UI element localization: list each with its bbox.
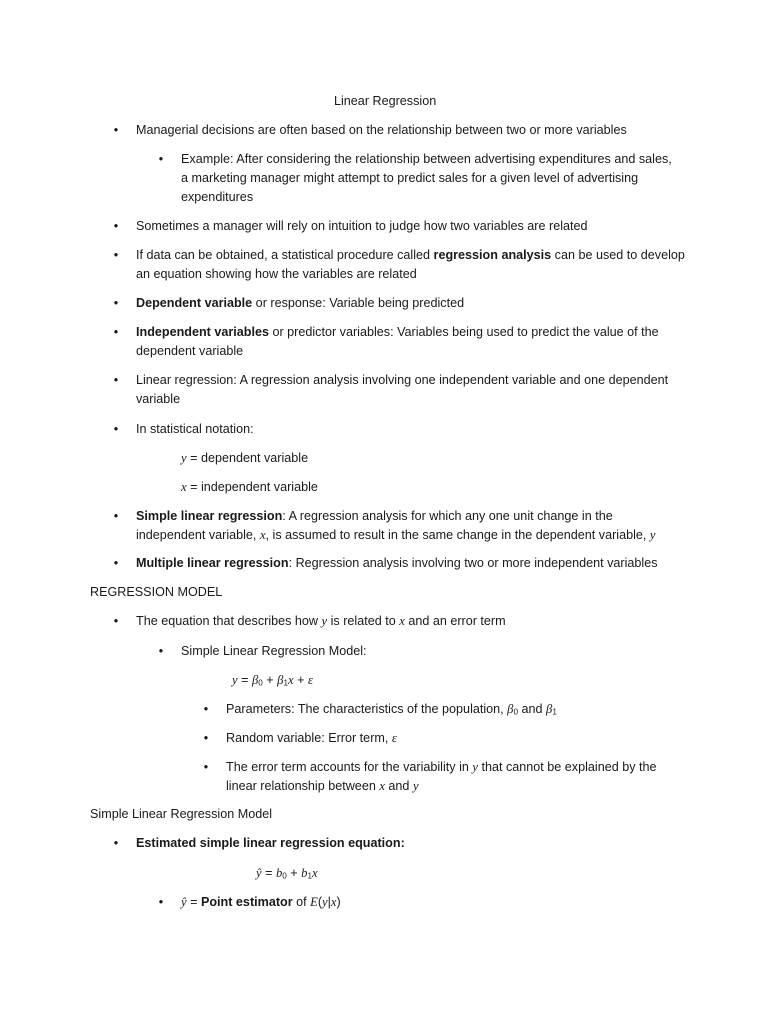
- simple-line-2: [136, 526, 655, 545]
- bullet-random-variable: [226, 729, 397, 748]
- page-title: Linear Regression: [334, 94, 437, 108]
- bullet-independent-variables: [136, 323, 659, 342]
- symbol-y: y: [181, 451, 187, 465]
- text-span: linear relationship between: [226, 779, 380, 793]
- subscript: 0: [258, 678, 263, 688]
- symbol-x: x: [312, 866, 318, 880]
- text-span: , is assumed to result in the same change in the dependent variable,: [265, 528, 650, 542]
- bullet-linear-regression: Linear regression: A regression analysis involving one independent variable and one dependent: [136, 373, 669, 387]
- symbol-beta: β: [277, 673, 284, 687]
- symbol-y: y: [321, 614, 328, 628]
- term-simple-linear-regression: Simple linear regression: [136, 509, 283, 523]
- bullet-marker: •: [113, 614, 119, 628]
- bullet-multiple-linear-regression: [136, 554, 658, 573]
- bullet-intuition: Sometimes a manager will rely on intuition to judge how two variables are related: [136, 219, 588, 233]
- bullet-marker: •: [203, 760, 209, 774]
- symbol-b: b: [301, 866, 308, 880]
- subscript: 1: [283, 678, 288, 688]
- bullet-marker: •: [113, 509, 119, 523]
- text-span: : Regression analysis involving two or more independent variables: [288, 556, 658, 570]
- symbol-beta: β: [251, 673, 259, 687]
- text-span: or predictor variables: Variables being used to predict the value of the: [268, 325, 659, 339]
- symbol-y-hat: ŷ: [256, 866, 262, 880]
- open-paren: (: [317, 895, 323, 909]
- symbol-x: x: [379, 779, 385, 793]
- bullet-marker: •: [113, 296, 119, 310]
- regression-line-2: an equation showing how the variables are related: [136, 267, 417, 281]
- bullet-marker: •: [158, 152, 164, 166]
- text-span: The error term accounts for the variability in: [226, 760, 473, 774]
- plus-sign: +: [262, 673, 278, 687]
- example-line-3: expenditures: [181, 190, 254, 204]
- bullet-marker: •: [203, 702, 209, 716]
- text-span: = dependent variable: [186, 451, 309, 465]
- symbol-epsilon: ε: [391, 731, 397, 745]
- text-span: The equation that describes how: [136, 614, 322, 628]
- text-span: Random variable: Error term,: [226, 731, 392, 745]
- notation-y: [181, 449, 308, 468]
- linear-line-2: variable: [136, 392, 181, 406]
- term-point-estimator: Point estimator: [200, 895, 293, 909]
- text-span: can be used to develop: [551, 248, 685, 262]
- text-span: : A regression analysis for which any one unit change in the: [282, 509, 613, 523]
- text-span: and: [518, 702, 547, 716]
- bullet-marker: •: [158, 644, 164, 658]
- subscript: 1: [552, 707, 557, 717]
- symbol-y: y: [232, 673, 238, 687]
- text-span: of: [292, 895, 311, 909]
- bullet-regression-analysis: [136, 246, 685, 265]
- bullet-marker: •: [203, 731, 209, 745]
- symbol-epsilon: ε: [307, 673, 313, 687]
- text-span: If data can be obtained, a statistical procedure called: [136, 248, 434, 262]
- symbol-beta: β: [546, 702, 553, 716]
- term-dependent-variable: Dependent variable: [136, 296, 253, 310]
- symbol-expectation: E: [310, 895, 318, 909]
- symbol-b: b: [275, 866, 283, 880]
- bullet-marker: •: [113, 422, 119, 436]
- symbol-x: x: [330, 895, 337, 909]
- independent-line-2: dependent variable: [136, 344, 244, 358]
- example-line-2: a marketing manager might attempt to predict sales for a given level of advertising: [181, 171, 639, 185]
- term-regression-analysis: regression analysis: [433, 248, 552, 262]
- plus-sign: +: [293, 673, 308, 687]
- bullet-error-term: [226, 758, 657, 777]
- symbol-y: y: [322, 895, 328, 909]
- equals-sign: =: [261, 866, 276, 880]
- bullet-simple-linear-regression: [136, 507, 613, 526]
- bullet-marker: •: [113, 556, 119, 570]
- symbol-x: x: [181, 480, 187, 494]
- model-equation: [232, 671, 313, 690]
- text-span: independent variable,: [136, 528, 260, 542]
- symbol-y-hat: ŷ: [181, 895, 187, 909]
- bullet-marker: •: [113, 325, 119, 339]
- term-estimated-equation: Estimated simple linear regression equation: [136, 836, 401, 850]
- bullet-point-estimator: [181, 893, 341, 912]
- text-span: that cannot be explained by the: [477, 760, 657, 774]
- symbol-y: y: [472, 760, 478, 774]
- bullet-notation: In statistical notation:: [136, 422, 254, 436]
- symbol-x: x: [259, 528, 266, 542]
- subscript: 0: [513, 707, 519, 717]
- bullet-dependent-variable: [136, 294, 464, 313]
- text-span: and: [384, 779, 413, 793]
- text-span: Parameters: The characteristics of the population,: [226, 702, 508, 716]
- bullet-slrm-label: Simple Linear Regression Model:: [181, 644, 367, 658]
- bullet-parameters: [226, 700, 557, 719]
- bullet-marker: •: [113, 373, 119, 387]
- subscript: 0: [282, 871, 287, 881]
- bullet-equation-description: [136, 612, 506, 631]
- notation-x: [181, 478, 318, 497]
- bullet-marker: •: [113, 836, 119, 850]
- error-term-line-2: [226, 777, 419, 796]
- equals-sign: =: [186, 895, 201, 909]
- estimated-equation: [256, 864, 318, 883]
- term-independent-variables: Independent variables: [136, 325, 269, 339]
- symbol-y: y: [412, 779, 419, 793]
- bullet-managerial: Managerial decisions are often based on the relationship between two or more variables: [136, 123, 627, 137]
- close-paren: ): [336, 895, 341, 909]
- plus-sign: +: [286, 866, 302, 880]
- example-line-1: Example: After considering the relationship between advertising expenditures and sales,: [181, 152, 672, 166]
- bullet-marker: •: [113, 248, 119, 262]
- text-span: = independent variable: [186, 480, 318, 494]
- symbol-beta: β: [507, 702, 514, 716]
- colon: :: [400, 836, 405, 850]
- subscript: 1: [307, 871, 313, 881]
- bullet-estimated-equation: [136, 834, 405, 853]
- text-span: and an error term: [404, 614, 506, 628]
- section-heading-regression-model: REGRESSION MODEL: [90, 585, 223, 599]
- term-multiple-linear-regression: Multiple linear regression: [136, 556, 289, 570]
- bullet-marker: •: [158, 895, 164, 909]
- conditional-bar: |: [327, 895, 331, 909]
- bullet-marker: •: [113, 219, 119, 233]
- text-span: or response: Variable being predicted: [252, 296, 465, 310]
- symbol-x: x: [288, 673, 294, 687]
- symbol-x: x: [399, 614, 405, 628]
- text-span: is related to: [327, 614, 400, 628]
- bullet-marker: •: [113, 123, 119, 137]
- symbol-y: y: [649, 528, 656, 542]
- equals-sign: =: [237, 673, 252, 687]
- section-heading-slrm: Simple Linear Regression Model: [90, 807, 273, 821]
